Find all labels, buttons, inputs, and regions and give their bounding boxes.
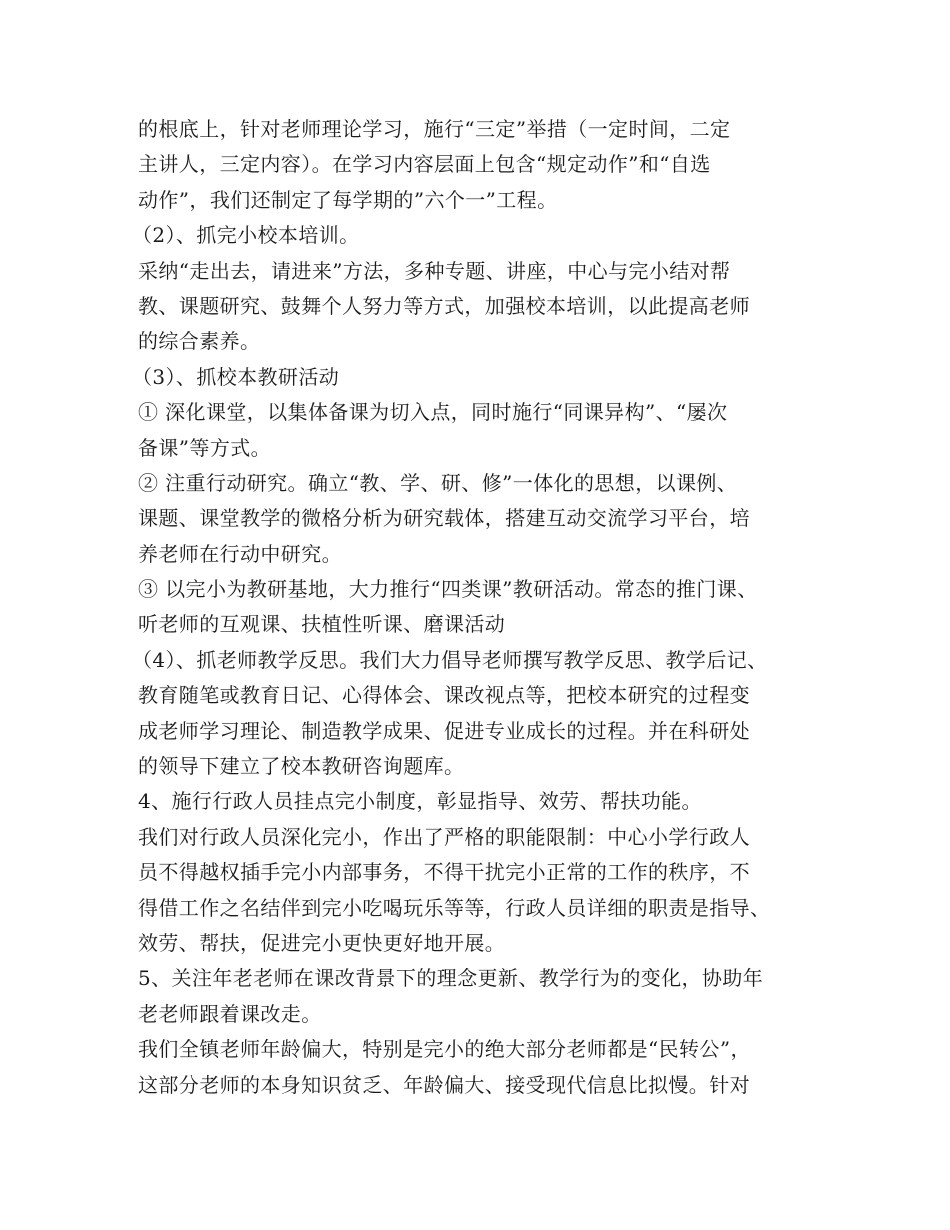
text-line: 养老师在行动中研究。 — [138, 541, 342, 566]
section-heading: （2）、抓完小校本培训。 — [132, 223, 360, 248]
text-line: 课题、课堂教学的微格分析为研究载体，搭建互动交流学习平台，培 — [138, 506, 750, 531]
text-line: 这部分老师的本身知识贫乏、年龄偏大、接受现代信息比拟慢。针对 — [138, 1072, 750, 1097]
text-line: 主讲人，三定内容）。在学习内容层面上包含“规定动作”和“自选 — [138, 152, 711, 177]
text-line: 动作”，我们还制定了每学期的”六个一”工程。 — [138, 187, 558, 212]
text-line: 的综合素养。 — [138, 329, 261, 354]
text-line: 的领导下建立了校本教研咨询题库。 — [138, 754, 465, 779]
text-line: 我们全镇老师年龄偏大，特别是完小的绝大部分老师都是“民转公”， — [138, 1037, 751, 1062]
text-line: 听老师的互观课、扶植性听课、磨课活动 — [138, 612, 506, 637]
list-item: ① 深化课堂，以集体备课为切入点，同时施行“同课异构”、“屡次 — [138, 400, 728, 425]
text-line: 采纳“走出去，请进来”方法，多种专题、讲座，中心与完小结对帮 — [138, 258, 731, 283]
list-item: ③ 以完小为教研基地，大力推行“四类课”教研活动。常态的推门课、 — [138, 577, 758, 602]
text-line: 得借工作之名结伴到完小吃喝玩乐等等，行政人员详细的职责是指导、 — [138, 895, 771, 920]
text-line: 我们对行政人员深化完小，作出了严格的职能限制：中心小学行政人 — [138, 824, 750, 849]
section-heading: （3）、抓校本教研活动 — [132, 364, 340, 389]
text-line: 员不得越权插手完小内部事务，不得干扰完小正常的工作的秩序，不 — [138, 860, 750, 885]
text-line: 成老师学习理论、制造教学成果、促进专业成长的过程。并在科研处 — [138, 718, 750, 743]
section-heading: （4）、抓老师教学反思。我们大力倡导老师撰写教学反思、教学后记、 — [132, 647, 768, 672]
text-line: 效劳、帮扶，促进完小更快更好地开展。 — [138, 930, 506, 955]
document-body — [132, 112, 828, 1103]
text-line: 老老师跟着课改走。 — [138, 1001, 322, 1026]
section-heading: 4、施行行政人员挂点完小制度，彰显指导、效劳、帮扶功能。 — [138, 789, 702, 814]
text-line: 备课”等方式。 — [138, 435, 272, 460]
section-heading: 5、关注年老老师在课改背景下的理念更新、教学行为的变化，协助年 — [138, 966, 764, 991]
text-line: 教、课题研究、鼓舞个人努力等方式，加强校本培训，以此提高老师 — [138, 293, 750, 318]
text-line: 教育随笔或教育日记、心得体会、课改视点等，把校本研究的过程变 — [138, 683, 750, 708]
text-line: 的根底上，针对老师理论学习，施行“三定”举措（一定时间，二定 — [138, 117, 731, 141]
list-item: ② 注重行动研究。确立“教、学、研、修”一体化的思想，以课例、 — [138, 470, 738, 495]
